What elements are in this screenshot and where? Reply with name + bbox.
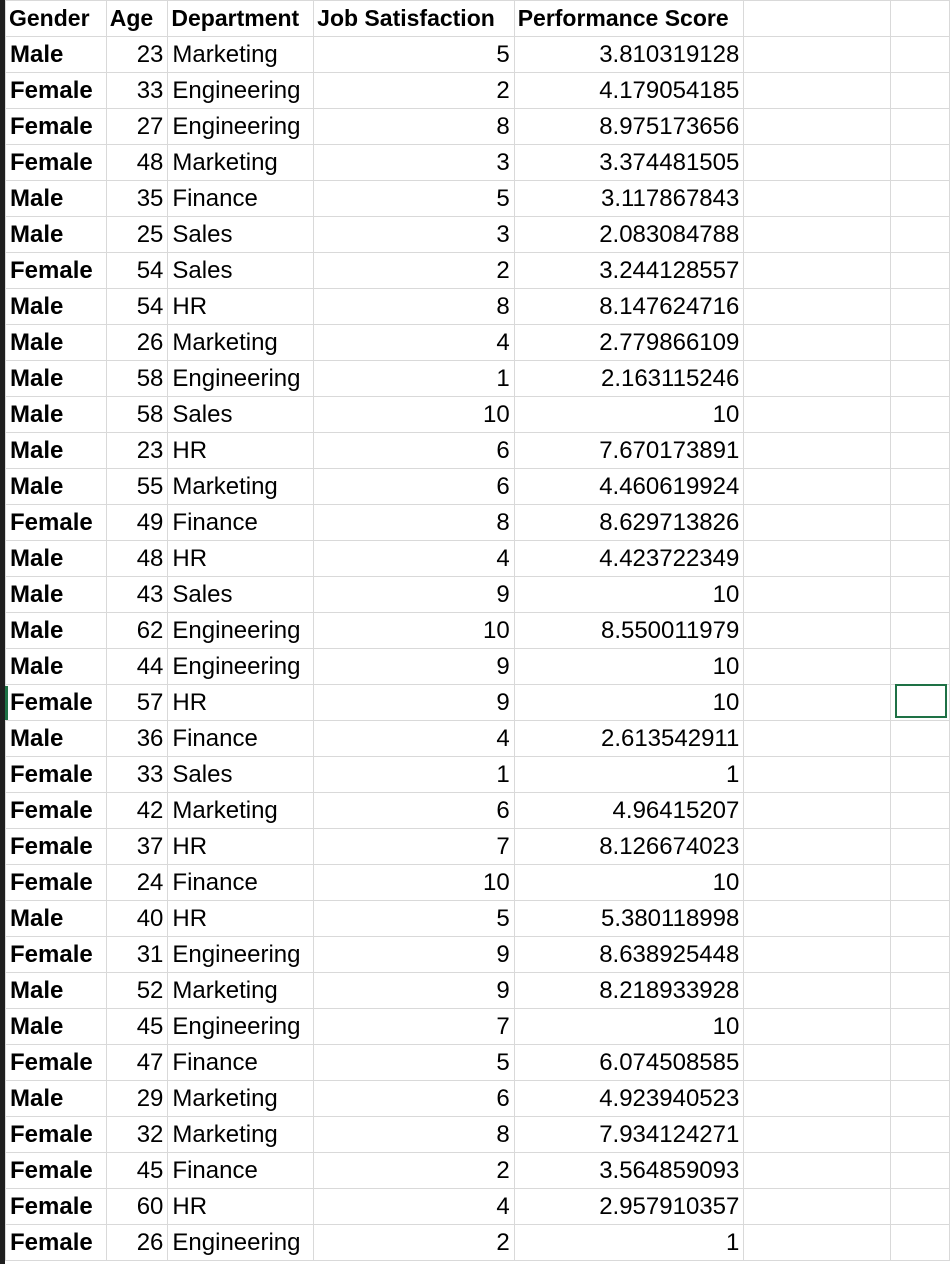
empty-cell[interactable]	[744, 1045, 891, 1081]
cell-age[interactable]: 48	[106, 541, 168, 577]
empty-cell[interactable]	[744, 181, 891, 217]
empty-cell[interactable]	[744, 433, 891, 469]
cell-department[interactable]: Engineering	[168, 613, 314, 649]
cell-department[interactable]: Finance	[168, 865, 314, 901]
cell-age[interactable]: 49	[106, 505, 168, 541]
cell-department[interactable]: Marketing	[168, 1081, 314, 1117]
empty-cell[interactable]	[744, 829, 891, 865]
empty-cell[interactable]	[891, 469, 950, 505]
cell-job-satisfaction[interactable]: 9	[314, 685, 515, 721]
cell-performance-score[interactable]: 10	[514, 649, 744, 685]
empty-cell[interactable]	[891, 109, 950, 145]
header-gender[interactable]: Gender	[6, 1, 107, 37]
cell-job-satisfaction[interactable]: 5	[314, 1045, 515, 1081]
cell-gender[interactable]: Male	[6, 901, 107, 937]
empty-cell[interactable]	[891, 1, 950, 37]
cell-gender[interactable]: Male	[6, 541, 107, 577]
cell-department[interactable]: Sales	[168, 253, 314, 289]
cell-performance-score[interactable]: 6.074508585	[514, 1045, 744, 1081]
empty-cell[interactable]	[744, 217, 891, 253]
cell-job-satisfaction[interactable]: 6	[314, 1081, 515, 1117]
cell-department[interactable]: Engineering	[168, 1225, 314, 1261]
cell-job-satisfaction[interactable]: 4	[314, 541, 515, 577]
empty-cell[interactable]	[744, 757, 891, 793]
header-age[interactable]: Age	[106, 1, 168, 37]
empty-cell[interactable]	[891, 505, 950, 541]
cell-department[interactable]: Engineering	[168, 73, 314, 109]
empty-cell[interactable]	[891, 145, 950, 181]
cell-gender[interactable]: Female	[6, 109, 107, 145]
table-row	[6, 865, 950, 901]
cell-job-satisfaction[interactable]: 9	[314, 649, 515, 685]
cell-age[interactable]: 58	[106, 361, 168, 397]
empty-cell[interactable]	[891, 397, 950, 433]
empty-cell[interactable]	[744, 865, 891, 901]
cell-performance-score[interactable]: 10	[514, 685, 744, 721]
cell-age[interactable]: 32	[106, 1117, 168, 1153]
cell-job-satisfaction[interactable]: 10	[314, 613, 515, 649]
cell-job-satisfaction[interactable]: 4	[314, 1189, 515, 1225]
cell-gender[interactable]: Female	[6, 865, 107, 901]
cell-department[interactable]: Sales	[168, 217, 314, 253]
empty-cell[interactable]	[891, 289, 950, 325]
cell-gender[interactable]: Male	[6, 721, 107, 757]
cell-performance-score[interactable]: 2.163115246	[514, 361, 744, 397]
cell-department[interactable]: Finance	[168, 1153, 314, 1189]
empty-cell[interactable]	[891, 361, 950, 397]
cell-job-satisfaction[interactable]: 4	[314, 325, 515, 361]
empty-cell[interactable]	[744, 937, 891, 973]
cell-department[interactable]: Engineering	[168, 937, 314, 973]
table-row	[6, 937, 950, 973]
cell-age[interactable]: 43	[106, 577, 168, 613]
cell-age[interactable]: 52	[106, 973, 168, 1009]
table-row	[6, 829, 950, 865]
cell-job-satisfaction[interactable]: 6	[314, 469, 515, 505]
empty-cell[interactable]	[744, 289, 891, 325]
empty-cell[interactable]	[744, 577, 891, 613]
empty-cell[interactable]	[891, 613, 950, 649]
cell-performance-score[interactable]: 3.374481505	[514, 145, 744, 181]
cell-job-satisfaction[interactable]: 8	[314, 109, 515, 145]
empty-cell[interactable]	[891, 793, 950, 829]
empty-cell[interactable]	[891, 325, 950, 361]
empty-cell[interactable]	[891, 1225, 950, 1261]
table-row	[6, 289, 950, 325]
cell-job-satisfaction[interactable]: 6	[314, 793, 515, 829]
cell-performance-score[interactable]: 5.380118998	[514, 901, 744, 937]
cell-job-satisfaction[interactable]: 8	[314, 289, 515, 325]
table-row	[6, 145, 950, 181]
cell-gender[interactable]: Female	[6, 937, 107, 973]
empty-cell[interactable]	[891, 757, 950, 793]
cell-age[interactable]: 31	[106, 937, 168, 973]
cell-age[interactable]: 35	[106, 181, 168, 217]
table-row	[6, 325, 950, 361]
cell-department[interactable]: HR	[168, 685, 314, 721]
empty-cell[interactable]	[744, 145, 891, 181]
table-row	[6, 721, 950, 757]
cell-age[interactable]: 45	[106, 1009, 168, 1045]
cell-age[interactable]: 40	[106, 901, 168, 937]
cell-age[interactable]: 60	[106, 1189, 168, 1225]
cell-gender[interactable]: Male	[6, 289, 107, 325]
empty-cell[interactable]	[891, 721, 950, 757]
empty-cell[interactable]	[891, 1153, 950, 1189]
cell-performance-score[interactable]: 10	[514, 577, 744, 613]
cell-job-satisfaction[interactable]: 10	[314, 397, 515, 433]
cell-gender[interactable]: Female	[6, 1153, 107, 1189]
empty-cell[interactable]	[744, 325, 891, 361]
cell-age[interactable]: 33	[106, 73, 168, 109]
cell-job-satisfaction[interactable]: 2	[314, 253, 515, 289]
spreadsheet-grid	[5, 0, 950, 1261]
cell-age[interactable]: 37	[106, 829, 168, 865]
table-row	[6, 649, 950, 685]
empty-cell[interactable]	[744, 73, 891, 109]
table-row	[6, 613, 950, 649]
empty-cell[interactable]	[744, 469, 891, 505]
cell-age[interactable]: 23	[106, 37, 168, 73]
empty-cell[interactable]	[744, 973, 891, 1009]
cell-department[interactable]: Marketing	[168, 37, 314, 73]
table-row	[6, 505, 950, 541]
table-row	[6, 1225, 950, 1261]
cell-age[interactable]: 24	[106, 865, 168, 901]
empty-cell[interactable]	[744, 1189, 891, 1225]
cell-gender[interactable]: Female	[6, 145, 107, 181]
table-row	[6, 361, 950, 397]
cell-department[interactable]: Marketing	[168, 1117, 314, 1153]
table-row	[6, 1081, 950, 1117]
empty-cell[interactable]	[744, 1117, 891, 1153]
cell-department[interactable]: HR	[168, 541, 314, 577]
empty-cell[interactable]	[744, 397, 891, 433]
table-row	[6, 109, 950, 145]
table-row	[6, 181, 950, 217]
empty-cell[interactable]	[891, 1045, 950, 1081]
cell-performance-score[interactable]: 4.96415207	[514, 793, 744, 829]
cell-age[interactable]: 55	[106, 469, 168, 505]
cell-performance-score[interactable]: 7.670173891	[514, 433, 744, 469]
empty-cell[interactable]	[891, 433, 950, 469]
cell-job-satisfaction[interactable]: 2	[314, 73, 515, 109]
table-row	[6, 1117, 950, 1153]
cell-age[interactable]: 44	[106, 649, 168, 685]
table-row	[6, 793, 950, 829]
empty-cell[interactable]	[744, 721, 891, 757]
table-row	[6, 1153, 950, 1189]
empty-cell[interactable]	[744, 253, 891, 289]
empty-cell[interactable]	[744, 361, 891, 397]
cell-performance-score[interactable]: 10	[514, 1009, 744, 1045]
cell-gender[interactable]: Male	[6, 217, 107, 253]
empty-cell[interactable]	[891, 217, 950, 253]
empty-cell[interactable]	[891, 901, 950, 937]
cell-performance-score[interactable]: 8.218933928	[514, 973, 744, 1009]
selected-cell[interactable]	[895, 684, 947, 718]
cell-job-satisfaction[interactable]: 3	[314, 217, 515, 253]
cell-performance-score[interactable]: 3.564859093	[514, 1153, 744, 1189]
cell-age[interactable]: 57	[106, 685, 168, 721]
table-row	[6, 37, 950, 73]
cell-department[interactable]: Engineering	[168, 109, 314, 145]
cell-department[interactable]: Sales	[168, 397, 314, 433]
cell-performance-score[interactable]: 2.613542911	[514, 721, 744, 757]
cell-department[interactable]: Finance	[168, 181, 314, 217]
empty-cell[interactable]	[744, 613, 891, 649]
cell-department[interactable]: Sales	[168, 757, 314, 793]
cell-job-satisfaction[interactable]: 9	[314, 973, 515, 1009]
cell-performance-score[interactable]: 8.126674023	[514, 829, 744, 865]
cell-age[interactable]: 26	[106, 325, 168, 361]
empty-cell[interactable]	[744, 1, 891, 37]
table-row	[6, 469, 950, 505]
table-row	[6, 1045, 950, 1081]
cell-performance-score[interactable]: 3.117867843	[514, 181, 744, 217]
empty-cell[interactable]	[744, 505, 891, 541]
empty-cell[interactable]	[891, 865, 950, 901]
cell-department[interactable]: HR	[168, 433, 314, 469]
empty-cell[interactable]	[744, 685, 891, 721]
cell-age[interactable]: 47	[106, 1045, 168, 1081]
cell-performance-score[interactable]: 4.423722349	[514, 541, 744, 577]
cell-age[interactable]: 62	[106, 613, 168, 649]
active-row-marker	[5, 686, 8, 720]
cell-gender[interactable]: Male	[6, 361, 107, 397]
cell-performance-score[interactable]: 8.629713826	[514, 505, 744, 541]
empty-cell[interactable]	[744, 1153, 891, 1189]
cell-gender[interactable]: Male	[6, 1009, 107, 1045]
cell-department[interactable]: Engineering	[168, 361, 314, 397]
cell-job-satisfaction[interactable]: 1	[314, 361, 515, 397]
cell-department[interactable]: Sales	[168, 577, 314, 613]
cell-department[interactable]: Marketing	[168, 469, 314, 505]
table-row	[6, 1189, 950, 1225]
cell-gender[interactable]: Female	[6, 73, 107, 109]
empty-cell[interactable]	[744, 793, 891, 829]
header-job-satisfaction[interactable]: Job Satisfaction	[314, 1, 515, 37]
cell-job-satisfaction[interactable]: 6	[314, 433, 515, 469]
cell-job-satisfaction[interactable]: 5	[314, 37, 515, 73]
cell-gender[interactable]: Male	[6, 613, 107, 649]
cell-gender[interactable]: Female	[6, 1045, 107, 1081]
table-row	[6, 901, 950, 937]
cell-gender[interactable]: Female	[6, 253, 107, 289]
table-row	[6, 541, 950, 577]
table-row	[6, 1009, 950, 1045]
cell-job-satisfaction[interactable]: 9	[314, 577, 515, 613]
cell-job-satisfaction[interactable]: 10	[314, 865, 515, 901]
empty-cell[interactable]	[891, 73, 950, 109]
empty-cell[interactable]	[744, 109, 891, 145]
cell-department[interactable]: HR	[168, 901, 314, 937]
table-row	[6, 973, 950, 1009]
header-row	[6, 1, 950, 37]
cell-gender[interactable]: Female	[6, 1117, 107, 1153]
cell-performance-score[interactable]: 7.934124271	[514, 1117, 744, 1153]
cell-gender[interactable]: Male	[6, 973, 107, 1009]
empty-cell[interactable]	[744, 541, 891, 577]
cell-performance-score[interactable]: 2.779866109	[514, 325, 744, 361]
cell-performance-score[interactable]: 4.923940523	[514, 1081, 744, 1117]
cell-department[interactable]: Finance	[168, 721, 314, 757]
cell-performance-score[interactable]: 8.550011979	[514, 613, 744, 649]
cell-age[interactable]: 33	[106, 757, 168, 793]
empty-cell[interactable]	[744, 649, 891, 685]
cell-performance-score[interactable]: 1	[514, 1225, 744, 1261]
cell-performance-score[interactable]: 4.179054185	[514, 73, 744, 109]
cell-job-satisfaction[interactable]: 1	[314, 757, 515, 793]
cell-performance-score[interactable]: 3.810319128	[514, 37, 744, 73]
cell-gender[interactable]: Female	[6, 1189, 107, 1225]
table-row	[6, 397, 950, 433]
cell-age[interactable]: 42	[106, 793, 168, 829]
cell-performance-score[interactable]: 8.638925448	[514, 937, 744, 973]
cell-department[interactable]: Marketing	[168, 973, 314, 1009]
cell-job-satisfaction[interactable]: 8	[314, 1117, 515, 1153]
cell-performance-score[interactable]: 3.244128557	[514, 253, 744, 289]
cell-job-satisfaction[interactable]: 5	[314, 181, 515, 217]
empty-cell[interactable]	[891, 253, 950, 289]
cell-performance-score[interactable]: 2.083084788	[514, 217, 744, 253]
empty-cell[interactable]	[891, 1189, 950, 1225]
empty-cell[interactable]	[891, 1117, 950, 1153]
empty-cell[interactable]	[744, 901, 891, 937]
cell-job-satisfaction[interactable]: 4	[314, 721, 515, 757]
cell-department[interactable]: HR	[168, 289, 314, 325]
empty-cell[interactable]	[891, 181, 950, 217]
cell-job-satisfaction[interactable]: 7	[314, 1009, 515, 1045]
cell-department[interactable]: Engineering	[168, 1009, 314, 1045]
cell-age[interactable]: 48	[106, 145, 168, 181]
cell-job-satisfaction[interactable]: 2	[314, 1225, 515, 1261]
cell-age[interactable]: 58	[106, 397, 168, 433]
cell-gender[interactable]: Male	[6, 649, 107, 685]
table-row	[6, 253, 950, 289]
table-row	[6, 73, 950, 109]
cell-performance-score[interactable]: 10	[514, 865, 744, 901]
cell-department[interactable]: Finance	[168, 505, 314, 541]
cell-gender[interactable]: Male	[6, 433, 107, 469]
cell-gender[interactable]: Female	[6, 1225, 107, 1261]
cell-gender[interactable]: Female	[6, 829, 107, 865]
empty-cell[interactable]	[744, 1081, 891, 1117]
cell-department[interactable]: Engineering	[168, 649, 314, 685]
cell-department[interactable]: Marketing	[168, 793, 314, 829]
empty-cell[interactable]	[891, 973, 950, 1009]
cell-age[interactable]: 27	[106, 109, 168, 145]
cell-age[interactable]: 29	[106, 1081, 168, 1117]
cell-department[interactable]: HR	[168, 829, 314, 865]
empty-cell[interactable]	[891, 577, 950, 613]
cell-age[interactable]: 54	[106, 253, 168, 289]
table-row	[6, 433, 950, 469]
empty-cell[interactable]	[891, 649, 950, 685]
grid-body	[6, 1, 950, 1261]
cell-job-satisfaction[interactable]: 5	[314, 901, 515, 937]
empty-cell[interactable]	[891, 541, 950, 577]
cell-gender[interactable]: Male	[6, 397, 107, 433]
cell-department[interactable]: Marketing	[168, 145, 314, 181]
table-row	[6, 577, 950, 613]
empty-cell[interactable]	[744, 1225, 891, 1261]
cell-gender[interactable]: Female	[6, 685, 107, 721]
cell-age[interactable]: 54	[106, 289, 168, 325]
cell-gender[interactable]: Female	[6, 505, 107, 541]
cell-performance-score[interactable]: 10	[514, 397, 744, 433]
cell-gender[interactable]: Male	[6, 469, 107, 505]
cell-age[interactable]: 23	[106, 433, 168, 469]
cell-job-satisfaction[interactable]: 3	[314, 145, 515, 181]
header-department[interactable]: Department	[168, 1, 314, 37]
cell-performance-score[interactable]: 1	[514, 757, 744, 793]
table-row	[6, 685, 950, 721]
cell-gender[interactable]: Male	[6, 37, 107, 73]
cell-performance-score[interactable]: 2.957910357	[514, 1189, 744, 1225]
empty-cell[interactable]	[891, 937, 950, 973]
empty-cell[interactable]	[891, 1081, 950, 1117]
empty-cell[interactable]	[891, 1009, 950, 1045]
cell-job-satisfaction[interactable]: 9	[314, 937, 515, 973]
empty-cell[interactable]	[891, 37, 950, 73]
cell-performance-score[interactable]: 4.460619924	[514, 469, 744, 505]
cell-gender[interactable]: Male	[6, 1081, 107, 1117]
cell-job-satisfaction[interactable]: 8	[314, 505, 515, 541]
empty-cell[interactable]	[891, 829, 950, 865]
cell-job-satisfaction[interactable]: 7	[314, 829, 515, 865]
cell-gender[interactable]: Male	[6, 181, 107, 217]
cell-age[interactable]: 25	[106, 217, 168, 253]
empty-cell[interactable]	[744, 37, 891, 73]
cell-performance-score[interactable]: 8.975173656	[514, 109, 744, 145]
cell-department[interactable]: Finance	[168, 1045, 314, 1081]
header-performance-score[interactable]: Performance Score	[514, 1, 744, 37]
cell-gender[interactable]: Male	[6, 577, 107, 613]
cell-age[interactable]: 26	[106, 1225, 168, 1261]
cell-gender[interactable]: Male	[6, 325, 107, 361]
cell-age[interactable]: 36	[106, 721, 168, 757]
cell-age[interactable]: 45	[106, 1153, 168, 1189]
cell-department[interactable]: Marketing	[168, 325, 314, 361]
cell-performance-score[interactable]: 8.147624716	[514, 289, 744, 325]
table-row	[6, 217, 950, 253]
empty-cell[interactable]	[744, 1009, 891, 1045]
cell-department[interactable]: HR	[168, 1189, 314, 1225]
cell-gender[interactable]: Female	[6, 757, 107, 793]
cell-job-satisfaction[interactable]: 2	[314, 1153, 515, 1189]
table-row	[6, 757, 950, 793]
cell-gender[interactable]: Female	[6, 793, 107, 829]
